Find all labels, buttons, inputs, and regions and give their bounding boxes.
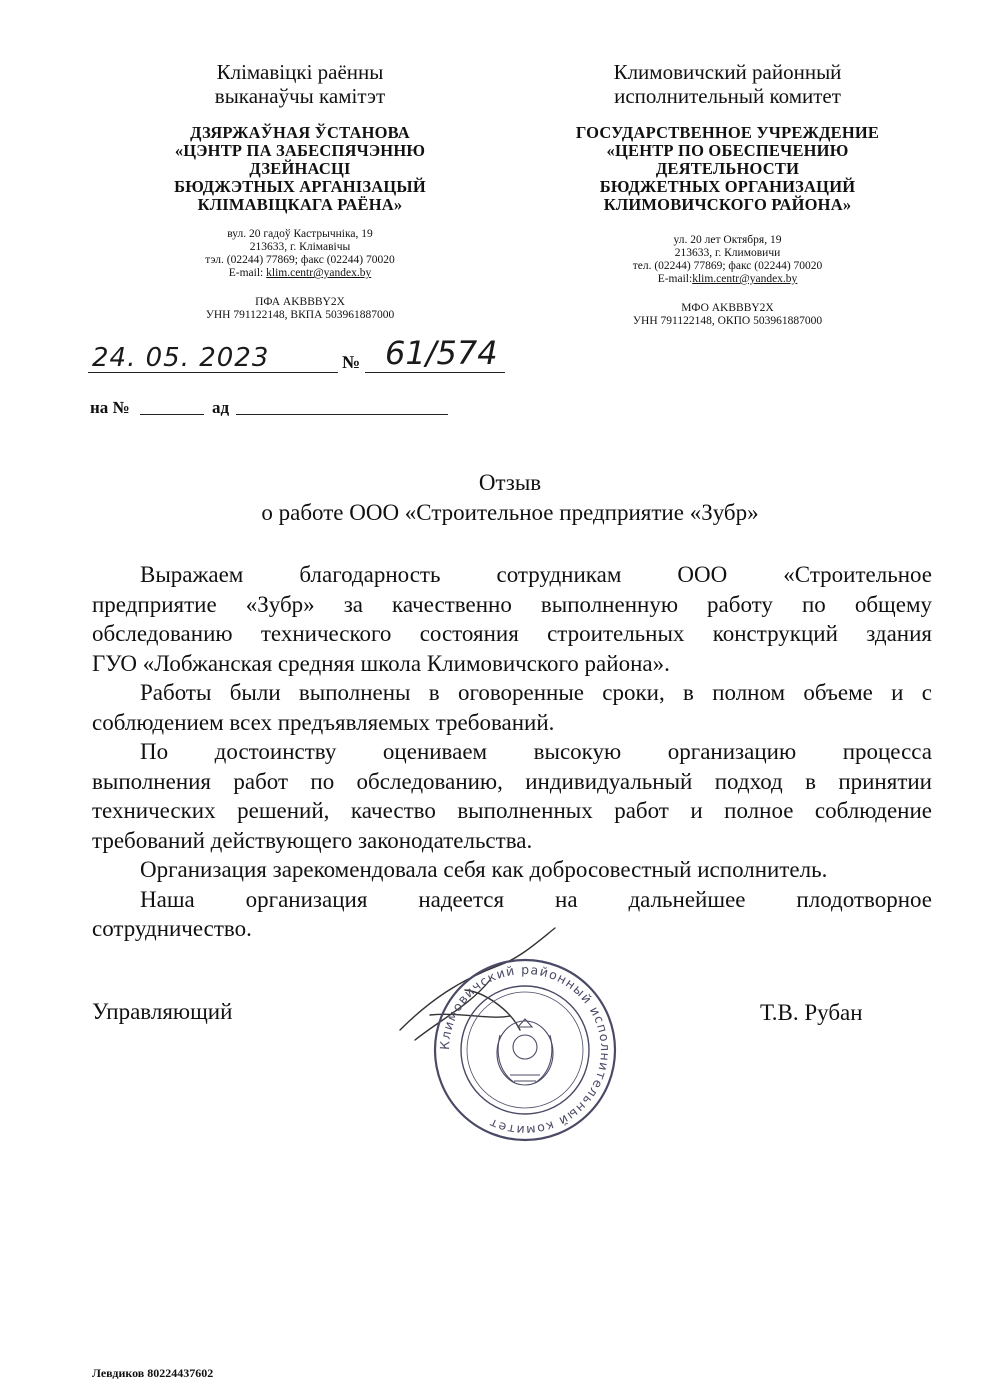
signatory-position: Управляющий	[92, 999, 233, 1024]
right-org-line: БЮДЖЕТНЫХ ОРГАНИЗАЦИЙ	[599, 177, 856, 196]
right-org-line: ДЕЯТЕЛЬНОСТИ	[655, 159, 800, 178]
left-tax-ids: УНН 791122148, ВКПА 503961887000	[205, 309, 395, 321]
body-line: предприятие «Зубр» за качественно выполненную работу по общему	[92, 591, 932, 617]
reference-date-line	[236, 414, 448, 415]
right-address-city: 213633, г. Климовичи	[674, 247, 781, 259]
left-header	[120, 60, 480, 322]
left-phone: тэл. (02244) 77869; факс (02244) 70020	[205, 254, 395, 266]
right-bank-code: МФО AKBBBY2X	[681, 302, 774, 314]
document-subtitle: о работе ООО «Строительное предприятие «Зубр»	[261, 500, 759, 525]
left-org-line: КЛІМАВІЦКАГА РАЁНА»	[197, 195, 403, 214]
right-authority-line2: исполнительный комитет	[614, 84, 841, 108]
registration-number: 61/574	[385, 334, 498, 372]
left-authority-line1: Клімавіцкі раённы	[216, 60, 384, 84]
reference-number-line	[140, 414, 204, 415]
body-line: обследованию технического состояния строительных конструкций здания	[92, 621, 932, 646]
body-line: технических решений, качество выполненных работ и полное соблюдение	[92, 798, 932, 823]
body-line: Работы были выполнены в оговоренные сроки, в полном объеме и с	[140, 680, 932, 705]
body-line: ГУО «Лобжанская средняя школа Климовичского района».	[92, 650, 670, 676]
body-line: Наша организация надеется на дальнейшее плодотворное	[140, 886, 932, 912]
signatory-name: Т.В. Рубан	[760, 1000, 863, 1025]
executor-note: Левдиков 80224437602	[92, 1366, 214, 1380]
letter-body	[92, 560, 932, 944]
left-org-line: ДЗЯРЖАЎНАЯ ЎСТАНОВА	[190, 123, 410, 142]
right-address-street: ул. 20 лет Октября, 19	[673, 234, 782, 246]
right-email-link[interactable]: klim.centr@yandex.by	[692, 273, 798, 285]
document-title: Отзыв	[478, 470, 542, 495]
left-org-line: БЮДЖЭТНЫХ АРГАНІЗАЦЫЙ	[174, 177, 426, 196]
left-address-street: вул. 20 гадоў Кастрычніка, 19	[227, 228, 373, 240]
left-org-line: «ЦЭНТР ПА ЗАБЕСПЯЧЭННЮ	[174, 141, 426, 160]
left-bank-code: ПФА AKBBBY2X	[255, 296, 345, 308]
stamp-outer-text: Климовичский районный исполнительный комитет	[436, 961, 614, 1139]
right-authority-line1: Климовичский районный	[613, 60, 842, 84]
body-line: сотрудничество.	[92, 916, 252, 941]
right-org-line: ГОСУДАРСТВЕННОЕ УЧРЕЖДЕНИЕ	[575, 123, 880, 142]
body-line: соблюдением всех предъявляемых требований.	[92, 709, 555, 735]
body-line: Выражаем благодарность сотрудникам ООО «Строительное	[140, 562, 932, 587]
number-underline	[365, 372, 505, 373]
right-org-line: КЛИМОВИЧСКОГО РАЙОНА»	[603, 195, 852, 214]
right-phone: тел. (02244) 77869; факс (02244) 70020	[632, 260, 823, 272]
left-email-link[interactable]: klim.centr@yandex.by	[266, 267, 372, 279]
state-emblem-icon	[497, 1019, 553, 1085]
reference-date-label: ад	[212, 398, 230, 417]
left-authority-line2: выканаўчы камітэт	[214, 84, 386, 108]
date-underline	[88, 372, 338, 373]
left-email-row	[120, 267, 480, 280]
body-line: По достоинству оцениваем высокую организацию процесса	[140, 739, 932, 764]
body-line: требований действующего законодательства.	[92, 827, 533, 853]
right-tax-ids: УНН 791122148, ОКПО 503961887000	[632, 315, 823, 327]
reference-prefix: на №	[90, 398, 130, 417]
left-email-label: E-mail:	[228, 267, 267, 279]
left-org-line: ДЗЕЙНАСЦІ	[249, 159, 351, 178]
official-stamp	[430, 955, 620, 1145]
right-email-row	[545, 273, 910, 286]
right-org-line: «ЦЕНТР ПО ОБЕСПЕЧЕНИЮ	[606, 141, 849, 160]
number-label: №	[342, 352, 361, 372]
right-header	[545, 60, 910, 328]
body-line: Организация зарекомендовала себя как добросовестный исполнитель.	[140, 857, 828, 882]
registration-date: 24. 05. 2023	[92, 343, 270, 373]
left-address-city: 213633, г. Клімавічы	[249, 241, 351, 253]
body-line: выполнения работ по обследованию, индивидуальный подход в принятии	[92, 768, 932, 794]
right-email-label: E-mail:	[657, 273, 693, 285]
